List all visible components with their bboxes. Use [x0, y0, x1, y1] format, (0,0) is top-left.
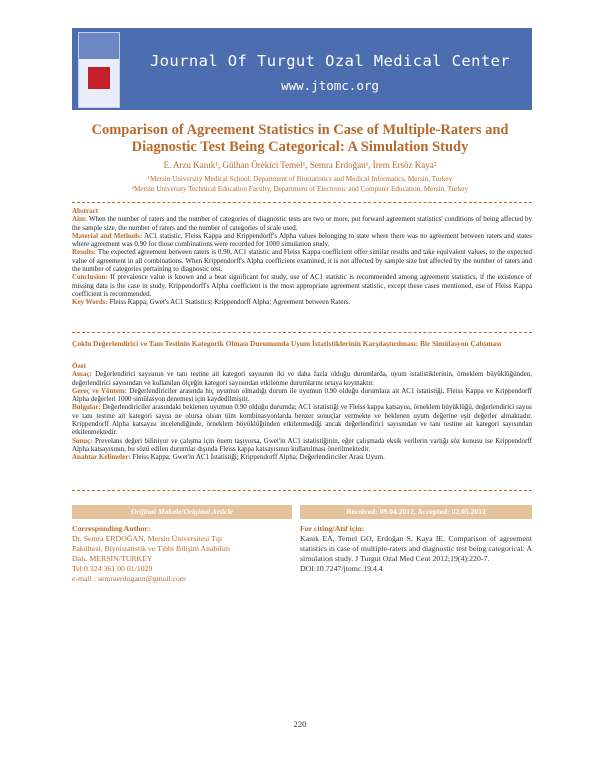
ozet-sonuc [72, 437, 532, 454]
gerec-text: Değerlendiriciler arasında hiç uyumun olmadığı durum ile uyumun 0.90 olduğu durumlara ait AC1 istatistiği, Fleiss Kappa ve Krippendorff Alpha değerleri 1000 simülasyon denemesi için kaydedilmiştir. [72, 386, 532, 404]
keywords-text: Fleiss Kappa; Gwet's AC1 Statistics; Krippendorff Alpha; Agreement between Raters. [109, 298, 351, 307]
dates-band [300, 505, 532, 519]
methods-text: AC1 statistic, Fleiss Kappa and Krippendorff's Alpha values belonging to state where there was no agreement between raters and states where agreement was 0.90 for those combinations were recorded for 1000 simulation study. [72, 231, 532, 249]
corresponding-line: Fakültesi, Biyoistatistik ve Tıbbi Bilişim Anabilim [72, 544, 230, 553]
page-number: 220 [293, 719, 307, 729]
corresponding-heading: Corresponding Author: [72, 524, 151, 533]
journal-url[interactable]: www.jtomc.org [281, 78, 379, 93]
ozet-amac [72, 370, 532, 387]
received-accepted-dates: Received: 09.04.2012, Accepted: 02.05.2012 [346, 507, 486, 516]
ozet-anahtar [72, 453, 532, 461]
journal-cover-image [78, 32, 120, 108]
methods-label: Material and Methods: [72, 231, 143, 240]
anahtar-label: Anahtar Kelimeler: [72, 453, 131, 462]
corresponding-email[interactable]: e-mail : semraerdogann@gmail.com [72, 574, 186, 583]
corresponding-line: Dr. Semra ERDOĞAN, Mersin Üniversitesi Tıp [72, 534, 222, 543]
abstract-heading: Abstract [72, 207, 99, 215]
journal-name: Journal Of Turgut Ozal Medical Center [149, 52, 511, 70]
ozet-heading: Özet [72, 362, 86, 370]
divider-middle [72, 332, 532, 333]
ozet-bulgular [72, 403, 532, 436]
cover-emblem [88, 67, 110, 89]
corresponding-line: Dalı, MERSİN/TURKEY [72, 554, 153, 563]
ozet-section [72, 362, 532, 462]
citation-box [300, 524, 532, 574]
ozet-gerec [72, 387, 532, 404]
abstract-results [72, 248, 532, 273]
aim-text: When the number of raters and the number of categories of diagnostic tests are two or more, put forward agreement statistics' conditions of being affected by the sample size, the number of raters and the number of categories of scale used. [72, 215, 533, 232]
anahtar-text: Fleiss Kappa; Gwet'in AC1 İstatistiği; Krippendorff Alpha; Değerlendiriciler Arası Uyum. [132, 453, 385, 462]
citation-doi[interactable]: DOI:10.7247/jtomc.19.4.4 [300, 564, 383, 573]
turkish-title: Çoklu Değerlendirici ve Tanı Testinin Kategorik Olması Durumunda Uyum İstatistiklerinin Karşılaştırılması: Bir Simülasyon Çalışması [72, 339, 502, 348]
amac-label: Amaç: [72, 370, 92, 379]
divider-bottom [72, 490, 532, 491]
article-type-band [72, 505, 292, 519]
citation-text: Kanık EA, Temel GO, Erdoğan S, Kaya IE. Comparison of agreement statistics in case of multiple-raters and diagnostic test being categorical: A simulation study. J Turgut Ozal Med Cent 2012;19(4):220-7. [300, 534, 532, 563]
author-list: E. Arzu Kanık¹, Gülhan Örekici Temel¹, Semra Erdoğan¹, İrem Ersöz Kaya² [163, 160, 437, 170]
abstract-section [72, 207, 532, 307]
bulgular-label: Bulgular: [72, 403, 101, 412]
conclusion-text: If prevalence value is known and a beat significant for study, use of AC1 statistic is recommended among agreement statistics, if the existence of missing data is the case in study, Krippendorff's Alpha coefficient is the most appropriate agreement statistic, except these cases mentioned, use of Fleiss Kappa coefficient is recommended. [72, 273, 532, 298]
sonuc-label: Sonuç: [72, 436, 93, 445]
affiliation-2: ²Mersin University Technical Education Faculty, Department of Electronic and Computer Education, Mersin, Turkey [131, 185, 469, 193]
corresponding-phone: Tel:0 324 361 00 01/1029 [72, 564, 153, 573]
divider-top [72, 202, 532, 203]
abstract-conclusion [72, 273, 532, 298]
bulgular-text: Değerlendiriciler arasındaki beklenen uyumun 0.90 olduğu durumda; AC1 istatistiği ve Fleiss kappa katsayısı, örneklem büyüklüğü, değerlendirici sayısı ve tanı testine ait kategori sayısı ne olursa olsun tüm kombinasyonlarda benzer sonuçlar vermekte ve beklenen uyum değerine eşit değerler almaktadır. Krippendorff Alpha katsayısı incelendiğinde, örneklem büyüklüğünden etkilenmediği ancak değerlendirici sayısından ve tanı testine ait kategori sayısından etkilenmektedir. [72, 403, 532, 437]
affiliation-1: ¹Mersin University Medical School, Department of Biostatistics and Medical Informatics, Mersin, Turkey [147, 175, 453, 183]
gerec-label: Gereç ve Yöntem: [72, 386, 127, 395]
abstract-methods [72, 232, 532, 249]
sonuc-text: Prevelans değeri biliniyor ve çalışma için önem taşıyorsa, Gwet'in AC1 istatistiğinin, eğer çalışmada eksik verilerin varlığı söz konusu ise Krippendorff Alpha katsayısının, bu sözü edilen durumlar dışında Fleiss kappa katsayısının kullanılması önerilmektedir. [72, 436, 533, 453]
article-type: Orijinal Makale/Original Article [131, 507, 233, 516]
abstract-keywords [72, 298, 532, 306]
amac-text: Değerlendirici sayısının ve tanı testine ait kategori sayısının iki ve daha fazla olduğu durumlarda, uyum istatistiklerinin, örneklem büyüklüğünden, değerlendirici sayısından ve kullanılan ölçeğin kategori sayısından etkilenme durumlarını ortaya koymaktır. [72, 370, 532, 387]
conclusion-label: Conclusion: [72, 273, 108, 282]
corresponding-author-box [72, 524, 292, 584]
results-label: Results: [72, 248, 97, 257]
keywords-label: Key Words: [72, 298, 108, 307]
aim-label: Aim: [72, 215, 88, 224]
citation-heading: For citing/Atıf için: [300, 524, 365, 533]
results-text: The expected agreement between raters is 0.90, AC1 statistic and Fleiss Kappa coefficient offer similar results and take equivalent values, to the expected value of agreement in all combinations. When Krippendorff's Alpha coefficient examined, it is not affected by sample size but affected by the number of raters and the number of categories pertaining to diagnostic test. [72, 248, 532, 274]
cover-top-band [79, 33, 119, 59]
abstract-aim [72, 215, 532, 232]
article-title: Comparison of Agreement Statistics in Case of Multiple-Raters and Diagnostic Test Being Categorical: A Simulation Study [91, 122, 509, 155]
